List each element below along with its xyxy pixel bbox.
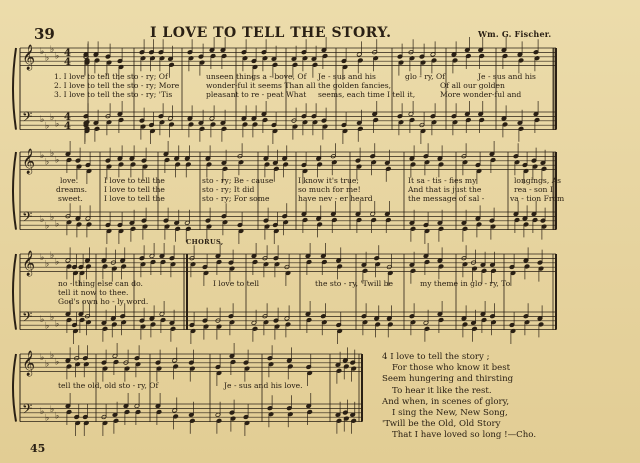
system3-verse3-lyrics: [0, 297, 640, 306]
time-signature: 4: [64, 112, 71, 123]
lyric-fragment: Je - sus and his: [318, 72, 376, 81]
verse4-line: 4 I love to tell the story ;: [382, 352, 490, 362]
flat-sign: ♭: [45, 413, 50, 424]
lyric-fragment: wonder-ful it seems Than all: [206, 81, 316, 90]
flat-sign: ♭: [45, 121, 50, 132]
lyric-fragment: have nev - er heard: [298, 194, 373, 203]
system1-verse2-lyrics: [0, 81, 640, 90]
verse4-line: That I have loved so long !—Cho.: [392, 430, 537, 441]
lyric-fragment: Je - sus and his love.: [224, 381, 303, 390]
verse4-line: For those who know it best: [392, 363, 511, 374]
lyric-fragment: pleasant to re - peat What: [206, 90, 307, 99]
flat-sign: ♭: [55, 357, 60, 368]
time-signature: 4: [64, 121, 71, 132]
lyric-fragment: 1. I love to tell the sto - ry; Of: [54, 72, 168, 81]
bass-clef: 𝄢: [22, 209, 33, 228]
lyric-fragment: sto - ry; It did: [202, 185, 255, 194]
lyric-fragment: 2. I love to tell the sto - ry; More: [54, 81, 180, 90]
lyric-fragment: More wonder-ful and: [440, 90, 522, 99]
lyric-fragment: seems, each time I tell it,: [318, 90, 416, 99]
composer-credit: Wm. G. Fischer.: [478, 29, 552, 39]
treble-clef: 𝄞: [22, 149, 36, 174]
lyric-fragment: I love to tell the: [104, 194, 165, 203]
time-signature: 4: [64, 48, 71, 59]
lyric-fragment: I love to tell the: [104, 176, 165, 185]
lyric-fragment: my theme in glo - ry, To: [420, 279, 511, 288]
lyric-fragment: sto - ry; Be - cause: [202, 176, 274, 185]
system4-lyrics: [0, 381, 640, 390]
system1-verse3-lyrics: [0, 90, 640, 99]
flat-sign: ♭: [40, 47, 45, 57]
bass-clef: 𝄢: [22, 309, 33, 328]
flat-sign: ♭: [40, 151, 45, 161]
flat-sign: ♭: [55, 219, 60, 230]
hymn-title: I LOVE TO TELL THE STORY.: [150, 25, 392, 41]
flat-sign: ♭: [50, 112, 55, 123]
lyric-fragment: dreams.: [56, 185, 88, 194]
lyric-fragment: I know it's true;: [298, 176, 359, 185]
system3-verse2-lyrics: [0, 288, 640, 297]
lyric-fragment: so much for me!: [298, 185, 361, 194]
lyric-fragment: the golden fancies,: [318, 81, 392, 90]
lyric-fragment: I love to tell: [213, 279, 260, 288]
flat-sign: ♭: [45, 221, 50, 232]
treble-clef: 𝄞: [22, 45, 36, 70]
lyric-fragment: longings, As: [514, 176, 562, 185]
verse4-line: And when, in scenes of glory,: [382, 396, 510, 407]
hymn-number: 39: [34, 25, 55, 43]
verse4-line: Seem hungering and thirsting: [382, 374, 514, 385]
flat-sign: ♭: [40, 115, 45, 125]
flat-sign: ♭: [45, 359, 50, 370]
lyric-fragment: 3. I love to tell the sto - ry; 'Tis: [54, 90, 173, 99]
flat-sign: ♭: [45, 259, 50, 270]
system2-verse1-lyrics: [0, 176, 640, 185]
lyric-fragment: It sa - tis - fies my: [408, 176, 477, 185]
lyric-fragment: sto - ry; For some: [202, 194, 270, 203]
lyric-fragment: rea - son I: [514, 185, 553, 194]
flat-sign: ♭: [55, 119, 60, 130]
system2-verse2-lyrics: [0, 185, 640, 194]
verse4-line: To hear it like the rest.: [392, 385, 492, 396]
flat-sign: ♭: [45, 157, 50, 168]
lyric-fragment: tell it now to thee.: [58, 288, 129, 297]
lyric-fragment: God's own ho - ly word.: [58, 297, 149, 306]
treble-clef: 𝄞: [22, 351, 36, 376]
lyric-fragment: And that is just the: [408, 185, 482, 194]
page-number: 45: [30, 442, 46, 455]
flat-sign: ♭: [40, 353, 45, 363]
lyric-fragment: I love to tell the: [104, 185, 165, 194]
system2-verse3-lyrics: [0, 194, 640, 203]
lyric-fragment: the sto - ry, 'Twill be: [315, 279, 393, 288]
flat-sign: ♭: [40, 253, 45, 263]
bass-clef: 𝄢: [22, 109, 33, 128]
lyric-fragment: va - tion From: [510, 194, 565, 203]
flat-sign: ♭: [40, 215, 45, 225]
flat-sign: ♭: [55, 155, 60, 166]
lyric-fragment: sweet.: [58, 194, 83, 203]
flat-sign: ♭: [50, 44, 55, 55]
chorus-label: CHORUS,: [186, 238, 224, 246]
flat-sign: ♭: [55, 411, 60, 422]
flat-sign: ♭: [45, 53, 50, 64]
system1-verse1-lyrics: [0, 72, 640, 81]
flat-sign: ♭: [45, 321, 50, 332]
flat-sign: ♭: [40, 407, 45, 417]
verse-4-text: [382, 352, 536, 442]
verse4-line: I sing the New, New Song,: [392, 408, 508, 419]
flat-sign: ♭: [50, 250, 55, 261]
lyric-fragment: Je - sus and his: [478, 72, 536, 81]
bass-clef: 𝄢: [22, 401, 33, 420]
lyric-fragment: Of all our golden: [440, 81, 505, 90]
lyric-fragment: glo - ry, Of: [405, 72, 446, 81]
lyric-fragment: love.: [60, 176, 79, 185]
flat-sign: ♭: [55, 257, 60, 268]
flat-sign: ♭: [50, 312, 55, 323]
lyric-fragment: the message of sal -: [408, 194, 485, 203]
flat-sign: ♭: [55, 51, 60, 62]
flat-sign: ♭: [40, 315, 45, 325]
lyric-fragment: tell the old, old sto - ry, Of: [58, 381, 159, 390]
flat-sign: ♭: [55, 319, 60, 330]
time-signature: 4: [64, 57, 71, 68]
lyric-fragment: no - thing else can do.: [58, 279, 143, 288]
treble-clef: 𝄞: [22, 251, 36, 276]
lyric-fragment: unseen things a - bove, Of: [206, 72, 307, 81]
flat-sign: ♭: [50, 350, 55, 361]
flat-sign: ♭: [50, 148, 55, 159]
flat-sign: ♭: [50, 212, 55, 223]
flat-sign: ♭: [50, 404, 55, 415]
system3-verse1-lyrics: [0, 279, 640, 288]
verse4-line: 'Twill be the Old, Old Story: [382, 419, 501, 430]
